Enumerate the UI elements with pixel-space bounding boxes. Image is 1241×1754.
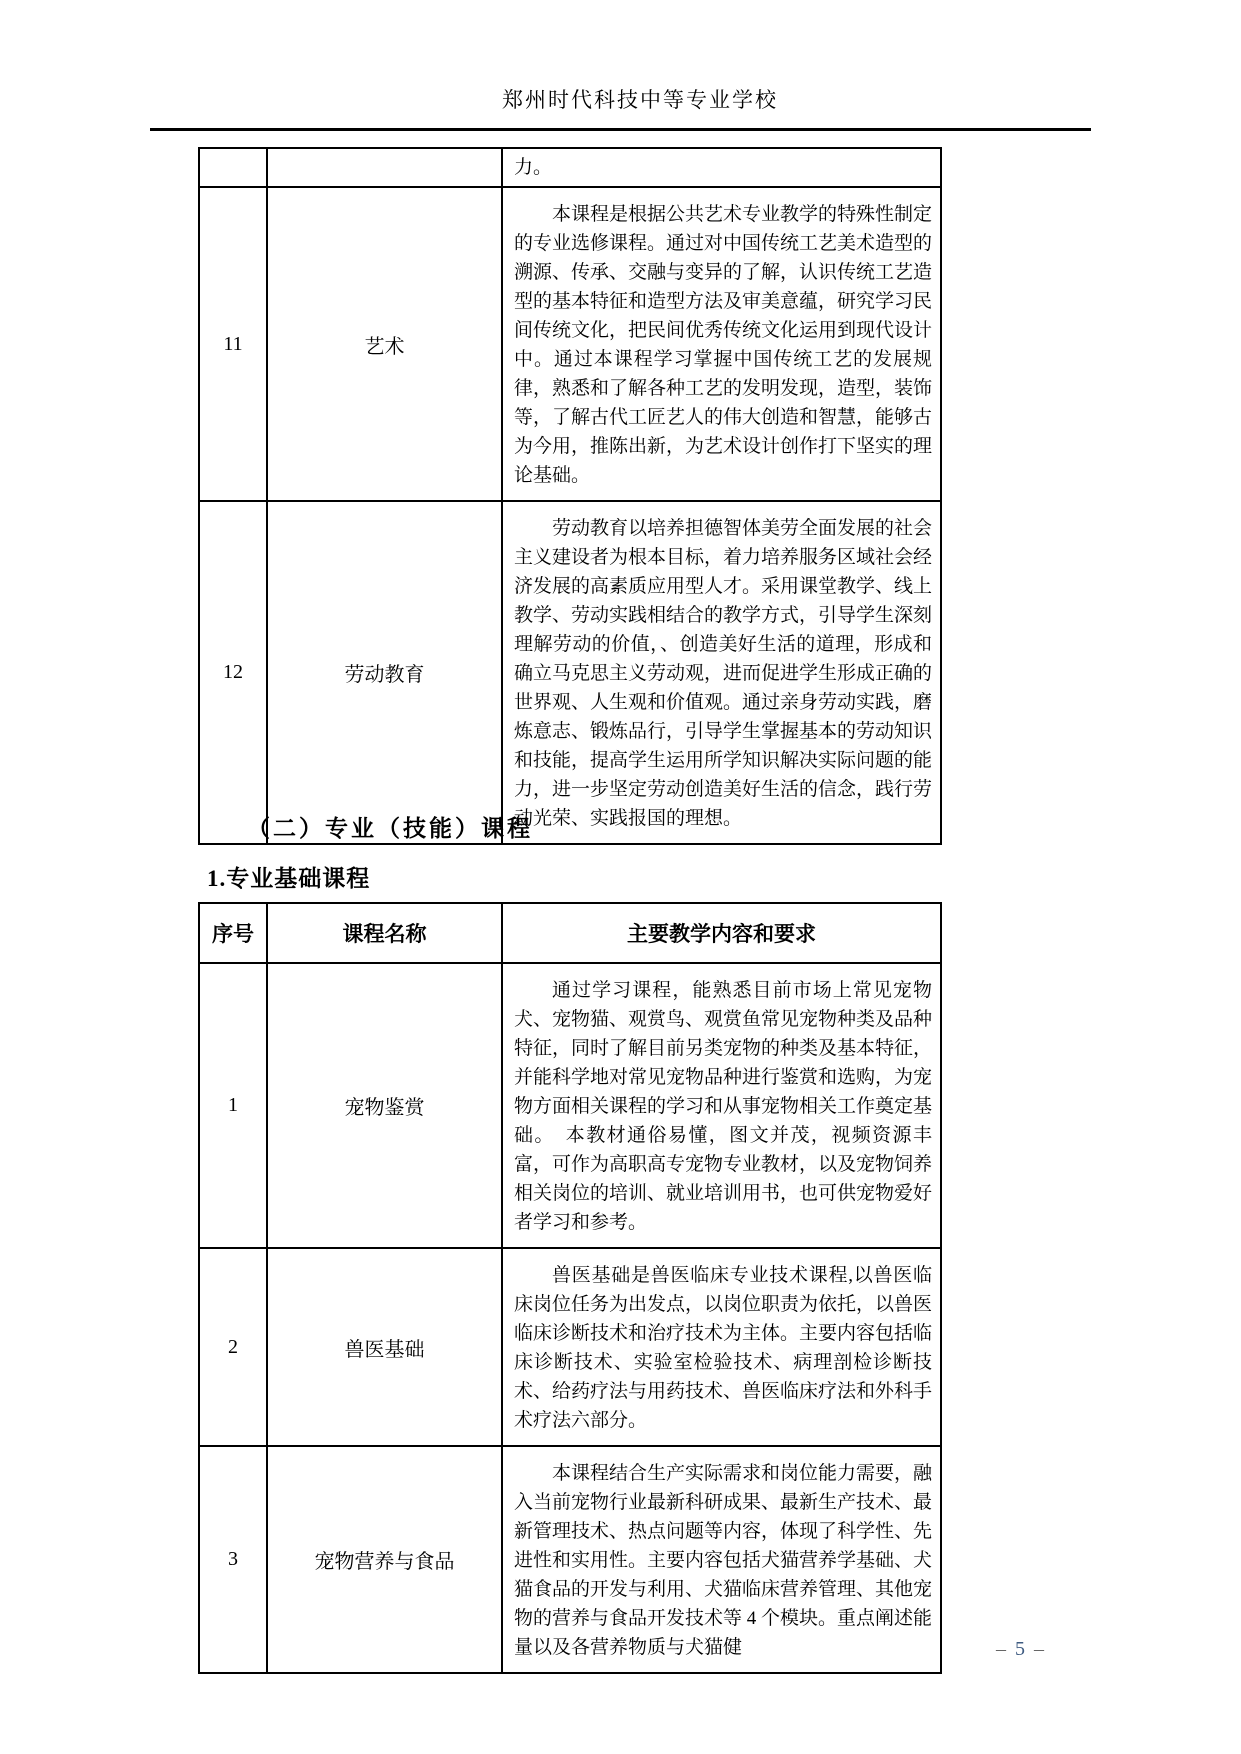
course-name-cell: 兽医基础 [267,1248,502,1446]
table-row-veterinary-basics [199,1248,941,1446]
page-number-value: 5 [1015,1638,1025,1660]
course-content-cell [502,148,941,187]
course-description: 兽医基础是兽医临床专业技术课程,以兽医临床岗位任务为出发点，以岗位职责为依托，以兽医临床诊断技术和治疗技术为主体。主要内容包括临床诊断技术、实验室检验技术、病理剖检诊断技术、给药疗法与用药技术、兽医临床疗法和外科手术疗法六部分。 [514,1265,933,1431]
section-heading: （二）专业（技能）课程 [247,816,533,841]
course-description: 本课程结合生产实际需求和岗位能力需要，融入当前宠物行业最新科研成果、最新生产技术、最新管理技术、热点问题等内容，体现了科学性、先进性和实用性。主要内容包括犬猫营养学基础、犬猫食品的开发与利用、犬猫临床营养管理、其他宠物的营养与食品开发技术等 4 个模块。重点阐述能量以及各营养物质与犬猫健 [514,1463,933,1658]
column-header-content: 主要教学内容和要求 [502,903,941,963]
row-number-cell: 1 [199,963,267,1248]
course-content-cell [502,501,941,844]
course-name-cell: 艺术 [267,187,502,501]
course-description: 本课程是根据公共艺术专业教学的特殊性制定的专业选修课程。通过对中国传统工艺美术造型的溯源、传承、交融与变异的了解，认识传统工艺造型的基本特征和造型方法及审美意蕴，研究学习民间传统文化，把民间优秀传统文化运用到现代设计中。通过本课程学习掌握中国传统工艺的发展规律，熟悉和了解各种工艺的发明发现，造型，装饰等，了解古代工匠艺人的伟大创造和智慧，能够古为今用，推陈出新，为艺术设计创作打下坚实的理论基础。 [514,204,933,486]
general-courses-table [198,147,942,845]
row-number-cell [199,148,267,187]
course-description: 力。 [514,157,553,178]
column-header-course-name: 课程名称 [267,903,502,963]
page-number [960,1638,1080,1661]
course-content-cell [502,1248,941,1446]
course-name-cell: 宠物营养与食品 [267,1446,502,1673]
page-header-title: 郑州时代科技中等专业学校 [502,88,778,112]
table-row-labor-education [199,501,941,844]
course-name-cell [267,148,502,187]
professional-basic-courses-table [198,902,942,1674]
course-content-cell [502,187,941,501]
row-number-cell: 2 [199,1248,267,1446]
table-row-art [199,187,941,501]
table-row-pet-appreciation [199,963,941,1248]
course-description: 劳动教育以培养担德智体美劳全面发展的社会主义建设者为根本目标，着力培养服务区域社会经济发展的高素质应用型人才。采用课堂教学、线上教学、劳动实践相结合的教学方式，引导学生深刻理解劳动的价值，、创造美好生活的道理，形成和确立马克思主义劳动观，进而促进学生形成正确的世界观、人生观和价值观。通过亲身劳动实践，磨炼意志、锻炼品行，引导学生掌握基本的劳动知识和技能，提高学生运用所学知识解决实际问题的能力，进一步坚定劳动创造美好生活的信念，践行劳动光荣、实践报国的理想。 [514,518,933,829]
row-number-cell: 11 [199,187,267,501]
row-number-cell: 3 [199,1446,267,1673]
course-name-cell: 劳动教育 [267,501,502,844]
page-number-dash-right: – [1034,1638,1044,1660]
table-row-pet-nutrition-food [199,1446,941,1673]
section-subheading: 1.专业基础课程 [207,866,371,891]
row-number-cell: 12 [199,501,267,844]
header-rule [150,128,1091,131]
column-header-no: 序号 [199,903,267,963]
course-description: 通过学习课程，能熟悉目前市场上常见宠物犬、宠物猫、观赏鸟、观赏鱼常见宠物种类及品种特征，同时了解目前另类宠物的种类及基本特征，并能科学地对常见宠物品种进行鉴赏和选购，为宠物方面相关课程的学习和从事宠物相关工作奠定基础。 本教材通俗易懂，图文并茂，视频资源丰富，可作为高职高专宠物专业教材，以及宠物饲养相关岗位的培训、就业培训用书，也可供宠物爱好者学习和参考。 [514,980,933,1233]
course-name-cell: 宠物鉴赏 [267,963,502,1248]
course-content-cell [502,1446,941,1673]
table-row-continuation [199,148,941,187]
page-number-dash-left: – [996,1638,1006,1660]
course-content-cell [502,963,941,1248]
table-header-row [199,903,941,963]
